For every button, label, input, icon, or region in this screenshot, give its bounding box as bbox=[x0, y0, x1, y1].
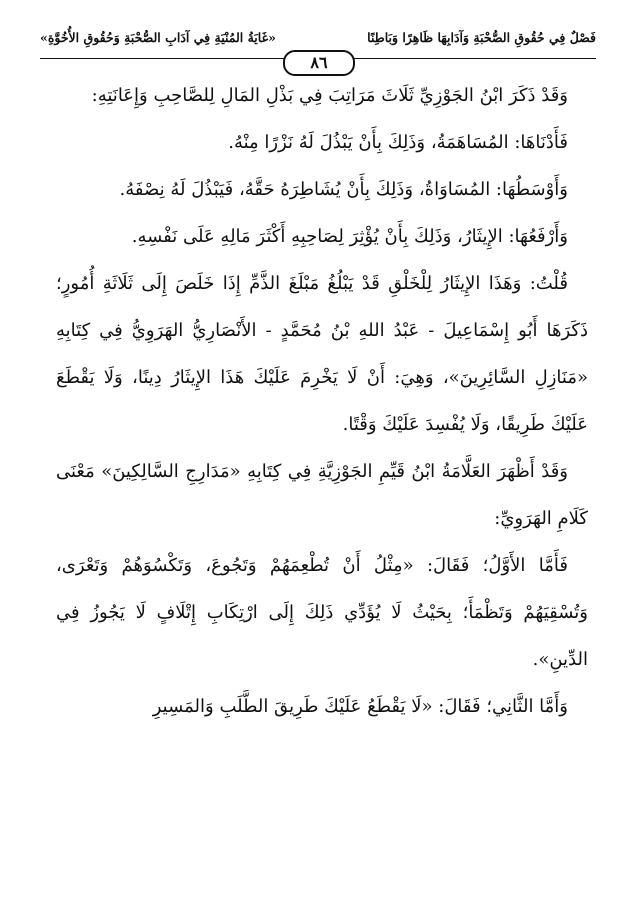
chapter-title: فَصْلٌ فِي حُقُوقِ الصُّحْبَةِ وَآدَابِهَا ظَاهِرًا وَبَاطِنًا bbox=[367, 30, 596, 45]
book-title: «غَايَةُ المُنْيَةِ فِي آدَابِ الصُّحْبَةِ وَحُقُوقِ الأُخُوَّةِ» bbox=[40, 30, 276, 45]
paragraph: فَأَمَّا الأَوَّلُ؛ فَقَالَ: «مِثْلُ أَنْ تُطْعِمَهُمْ وَتَجُوعَ، وَتَكْسُوَهُمْ وَتَعْرَى، وَتُسْقِيَهُمْ وَتَظْمَأَ؛ بِحَيْثُ لَا يُؤَدِّي ذَلِكَ إِلَى ارْتِكَابِ إِتْلَافٍ لَا يَجُوزُ فِي الدِّينِ». bbox=[56, 555, 588, 670]
paragraph: فَأَدْنَاهَا: المُسَاهَمَةُ، وَذَلِكَ بِأَنْ يَبْذُلَ لَهُ نَزْرًا مِنْهُ. bbox=[228, 132, 568, 153]
paragraph: وَأَمَّا الثَّانِي؛ فَقَالَ: «لَا يَقْطَعُ عَلَيْكَ طَرِيقَ الطَّلَبِ وَالمَسِيرِ bbox=[152, 696, 568, 717]
page-number: ٨٦ bbox=[283, 50, 355, 76]
body-text bbox=[56, 72, 588, 892]
paragraph: وَأَوْسَطُهَا: المُسَاوَاةُ، وَذَلِكَ بِأَنْ يُشَاطِرَهُ حَقَّهُ، فَيَبْذُلَ لَهُ نِصْفَهُ. bbox=[119, 179, 568, 200]
paragraph: قُلْتُ: وَهَذَا الإِيثَارُ لِلْخَلْقِ قَدْ يَبْلُغُ مَبْلَغَ الذَّمِّ إِذَا خَلَصَ إِلَى ثَلَاثَةِ أُمُورٍ؛ ذَكَرَهَا أَبُو إِسْمَاعِيلَ - عَبْدُ اللهِ بْنُ مُحَمَّدٍ - الأَنْصَارِيُّ الهَرَوِيُّ فِي كِتَابِهِ «مَنَازِلِ السَّائِرِينَ»، وَهِيَ: أَنْ لَا يَخْرِمَ عَلَيْكَ هَذَا الإِيثَارُ دِينًا، وَلَا يَقْطَعَ عَلَيْكَ طَرِيقًا، وَلَا يُفْسِدَ عَلَيْكَ وَقْتًا. bbox=[56, 273, 588, 435]
paragraph: وَقَدْ ذَكَرَ ابْنُ الجَوْزِيِّ ثَلَاثَ مَرَاتِبَ فِي بَذْلِ المَالِ لِلصَّاحِبِ وَإِعَانَتِهِ: bbox=[91, 85, 568, 106]
paragraph: وَقَدْ أَظْهَرَ العَلَّامَةُ ابْنُ قَيِّمِ الجَوْزِيَّةِ فِي كِتَابِهِ «مَدَارِجِ السَّالِكِينَ» مَعْنَى كَلَامِ الهَرَوِيِّ: bbox=[56, 461, 588, 529]
paragraph: وَأَرْفَعُهَا: الإِيثَارُ، وَذَلِكَ بِأَنْ يُؤْثِرَ لِصَاحِبِهِ أَكْثَرَ مَالِهِ عَلَى نَفْسِهِ. bbox=[131, 226, 568, 247]
